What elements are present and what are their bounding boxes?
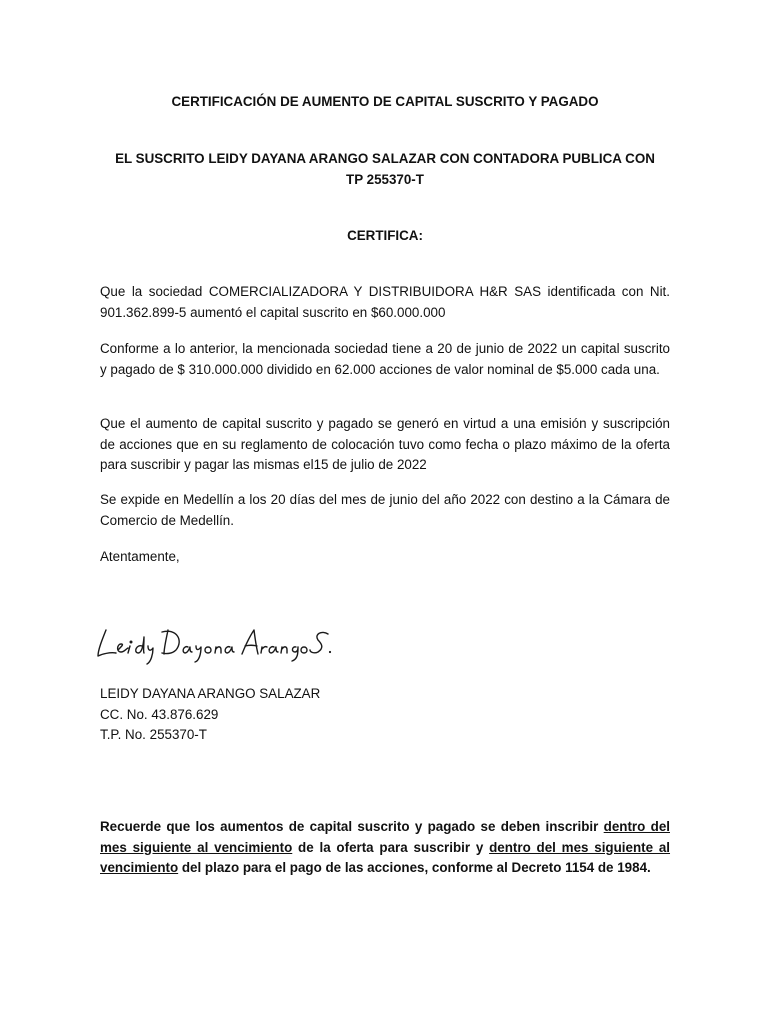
certifica-heading: CERTIFICA:: [347, 228, 423, 243]
paragraph-capital-increase: Que la sociedad COMERCIALIZADORA Y DISTRIBUIDORA H&R SAS identificada con Nit. 901.362.899-5 aumentó el capital suscrito en $60.000.000: [100, 284, 670, 320]
note-text-3: del plazo para el pago de las acciones, conforme al Decreto 1154 de 1984.: [178, 860, 651, 875]
note-underline-1: dentro del mes siguiente al vencimiento: [100, 819, 670, 855]
closing-text: Atentamente,: [100, 549, 180, 564]
note-underline-2: dentro del mes siguiente al vencimiento: [100, 839, 671, 875]
note-text-2: de la oferta para suscribir y: [292, 839, 490, 855]
signer-cc: CC. No. 43.876.629: [100, 706, 219, 722]
signer-name: LEIDY DAYANA ARANGO SALAZAR: [100, 686, 321, 701]
document-title: CERTIFICACIÓN DE AUMENTO DE CAPITAL SUSCRITO Y PAGADO: [171, 94, 599, 109]
document-subtitle: [100, 149, 670, 190]
legal-note: [100, 817, 670, 879]
handwritten-signature: [92, 616, 332, 672]
paragraph-capital-total: Conforme a lo anterior, la mencionada sociedad tiene a 20 de junio de 2022 un capital suscrito y pagado de $ 310.000.000 dividido en 62.000 acciones de valor nominal de $5.000 cada una.: [100, 341, 670, 377]
note-text-1: Recuerde que los aumentos de capital suscrito y pagado se deben inscribir: [100, 819, 604, 834]
subtitle-line-1: EL SUSCRITO LEIDY DAYANA ARANGO SALAZAR CON CONTADORA PUBLICA CON: [115, 151, 655, 166]
paragraph-emission: Que el aumento de capital suscrito y pagado se generó en virtud a una emisión y suscripción de acciones que en su reglamento de colocación tuvo como fecha o plazo máximo de la oferta para suscribir y pagar las mismas el15 de julio de 2022: [100, 416, 670, 472]
subtitle-line-2: TP 255370-T: [346, 171, 424, 187]
signer-tp: T.P. No. 255370-T: [100, 727, 207, 742]
paragraph-issued: Se expide en Medellín a los 20 días del mes de junio del año 2022 con destino a la Cámara de Comercio de Medellín.: [100, 492, 670, 528]
signer-block: [100, 684, 670, 746]
